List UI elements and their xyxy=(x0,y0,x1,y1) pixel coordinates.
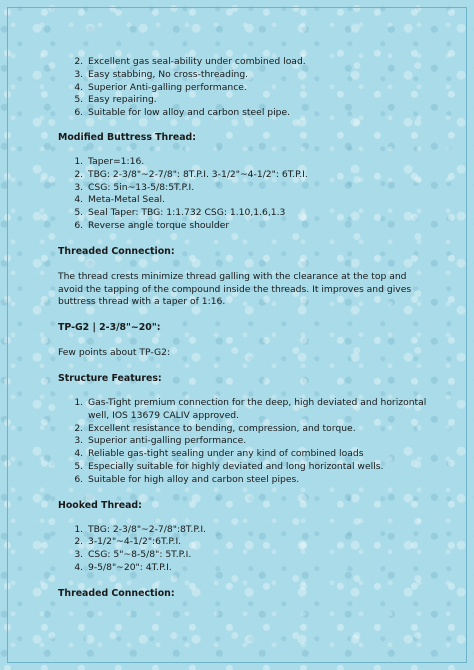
modified-buttress-list xyxy=(58,156,428,233)
list-item: 4. 9-5/8"~20": 4T.P.I. xyxy=(86,562,428,575)
list-item: 5. Easy repairing. xyxy=(86,94,428,107)
list-item: 5. Seal Taper: TBG: 1:1.732 CSG: 1.10,1.6,1.3 xyxy=(86,207,428,220)
list-item: 3. CSG: 5"~8-5/8": 5T.P.I. xyxy=(86,549,428,562)
heading-threaded-connection: Threaded Connection: xyxy=(58,245,175,257)
threaded-connection-paragraph: The thread crests minimize thread galling with the clearance at the top and avoid the tapping of the compound inside the threads. It improves and gives buttress thread with a taper of 1:16. xyxy=(58,270,412,308)
heading-threaded-connection-2: Threaded Connection: xyxy=(58,587,175,599)
heading-tp-g2: TP-G2 | 2-3/8"~20": xyxy=(58,322,161,334)
hooked-thread-list xyxy=(58,524,428,575)
list-item: 2. TBG: 2-3/8"~2-7/8": 8T.P.I. 3-1/2"~4-1/2": 6T.P.I. xyxy=(86,169,428,182)
list-item: 2. 3-1/2"~4-1/2":6T.P.I. xyxy=(86,536,428,549)
list-item: 4. Meta-Metal Seal. xyxy=(86,194,428,207)
list-item: 5. Especially suitable for highly deviated and long horizontal wells. xyxy=(86,461,428,474)
structure-features-list xyxy=(58,397,428,487)
heading-modified-buttress: Modified Buttress Thread: xyxy=(58,131,197,143)
features-list-continued xyxy=(58,56,428,120)
document-content xyxy=(58,56,428,600)
list-item: 3. CSG: 5in~13-5/8:5T.P.I. xyxy=(86,182,428,195)
heading-hooked-thread: Hooked Thread: xyxy=(58,499,142,511)
list-item: 1. Gas-Tight premium connection for the deep, high deviated and horizontal well, IOS 13679 CALIV approved. xyxy=(86,397,428,423)
heading-structure-features: Structure Features: xyxy=(58,372,162,384)
tp-g2-intro: Few points about TP-G2: xyxy=(58,347,171,359)
list-item: 3. Superior anti-galling performance. xyxy=(86,435,428,448)
list-item: 6. Reverse angle torque shoulder xyxy=(86,220,428,233)
list-item: 2. Excellent gas seal-ability under combined load. xyxy=(86,56,428,69)
list-item: 6. Suitable for low alloy and carbon steel pipe. xyxy=(86,107,428,120)
list-item: 3. Easy stabbing, No cross-threading. xyxy=(86,69,428,82)
list-item: 6. Suitable for high alloy and carbon steel pipes. xyxy=(86,474,428,487)
list-item: 2. Excellent resistance to bending, compression, and torque. xyxy=(86,423,428,436)
list-item: 1. TBG: 2-3/8"~2-7/8":8T.P.I. xyxy=(86,524,428,537)
list-item: 1. Taper=1:16. xyxy=(86,156,428,169)
list-item: 4. Reliable gas-tight sealing under any kind of combined loads xyxy=(86,448,428,461)
list-item: 4. Superior Anti-galling performance. xyxy=(86,82,428,95)
